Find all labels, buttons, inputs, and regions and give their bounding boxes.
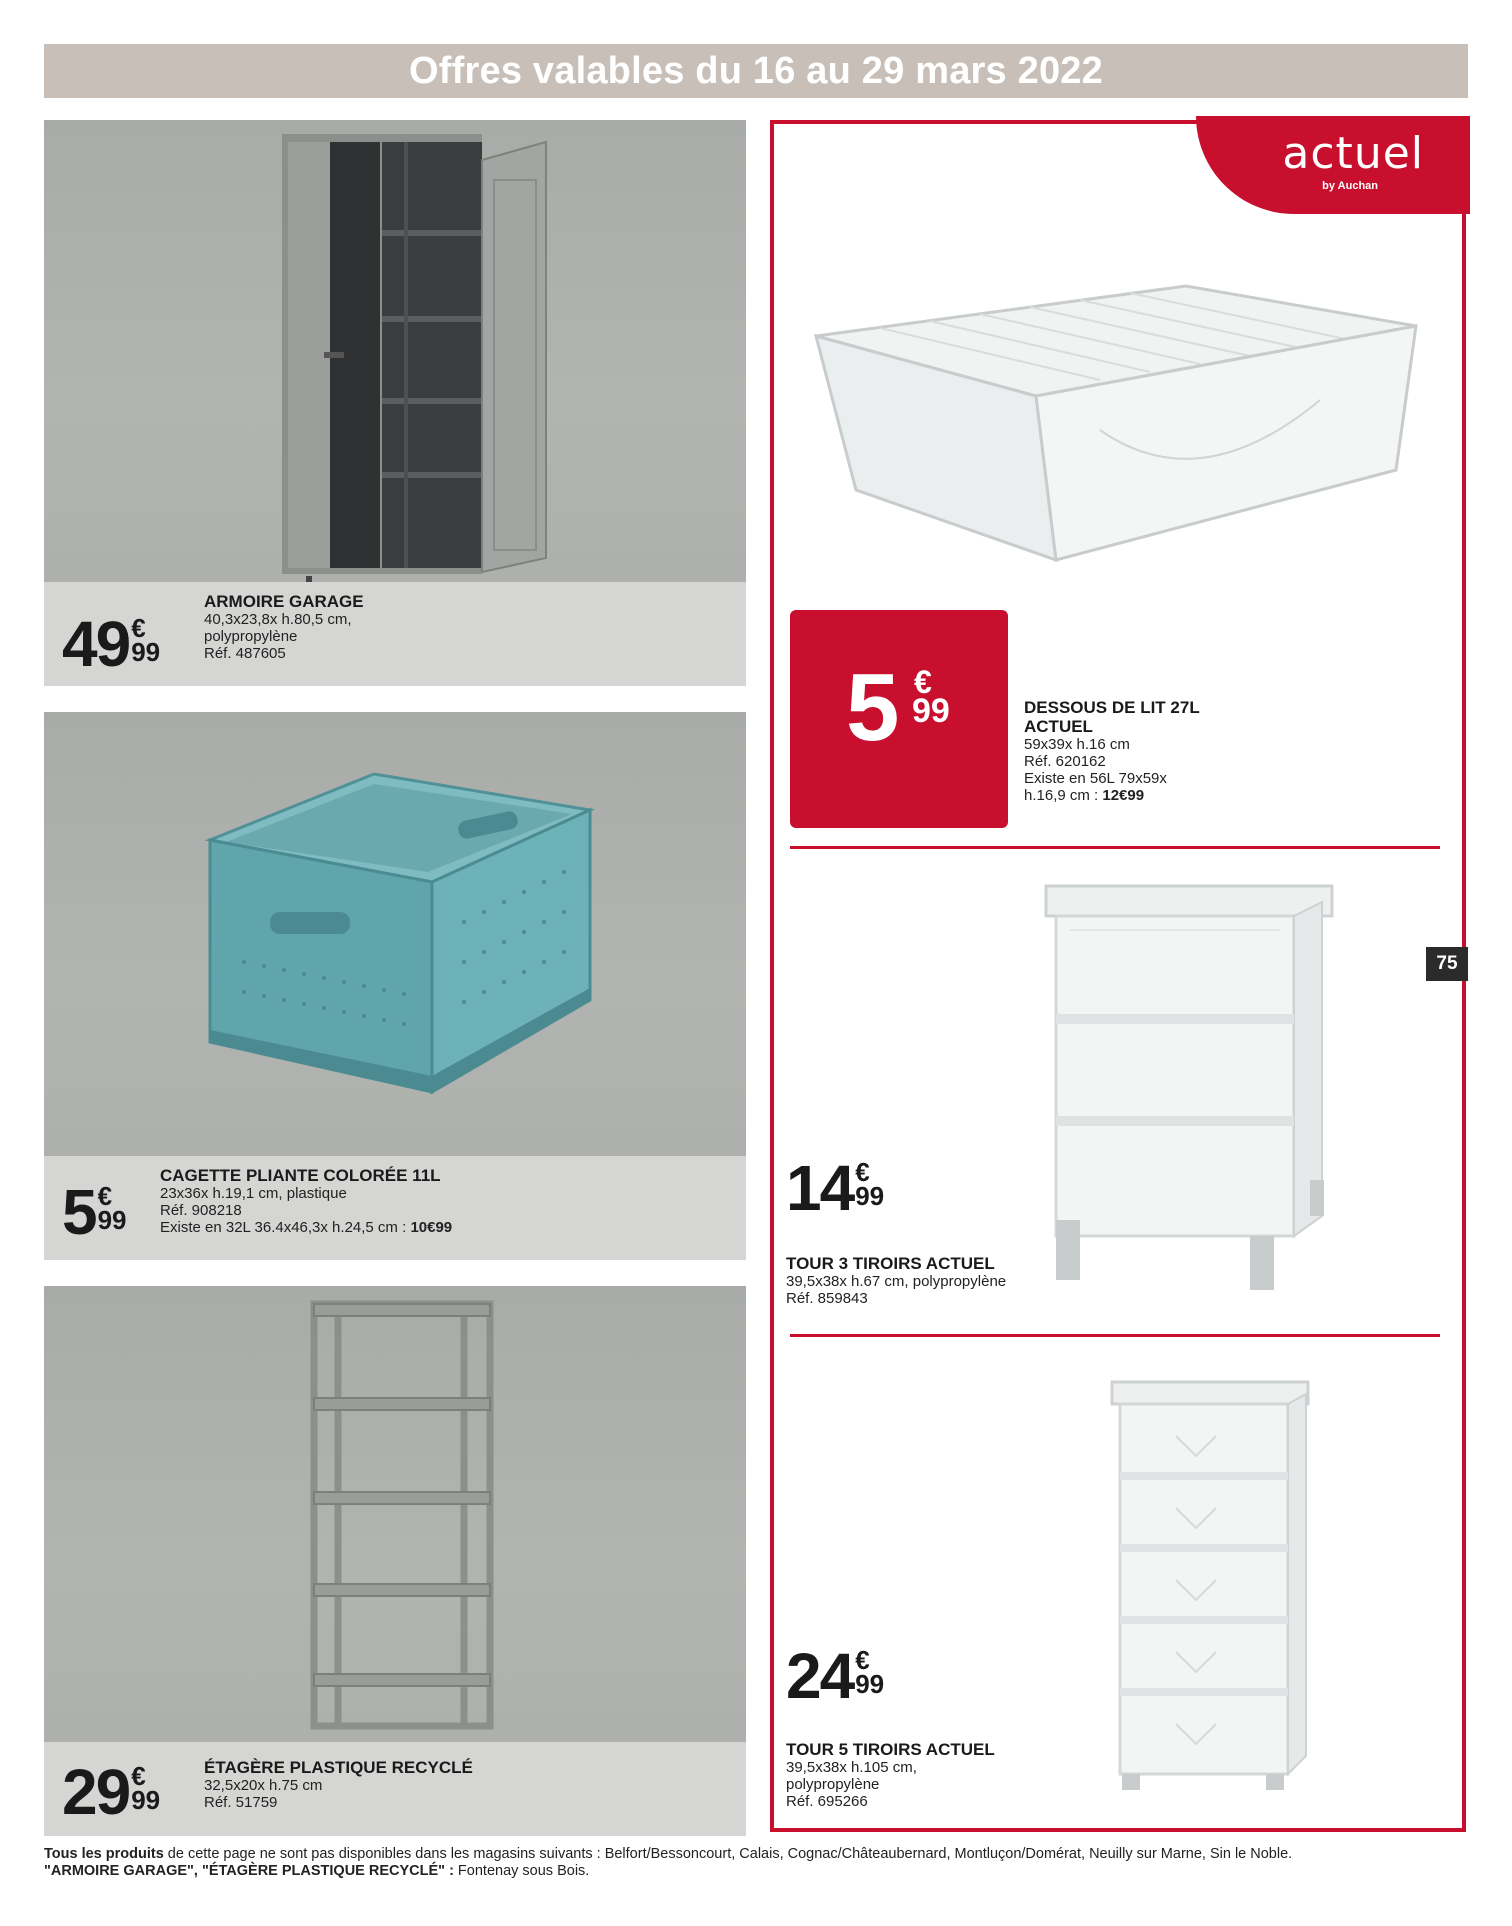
product-ref: Réf. 908218: [160, 1202, 242, 1219]
armoire-photo: [44, 120, 746, 582]
variant-price: 10€99: [410, 1219, 453, 1236]
footnote-bold: Tous les produits: [44, 1846, 164, 1862]
product-name: ARMOIRE GARAGE: [204, 592, 364, 611]
product-card-armoire[interactable]: [44, 120, 746, 686]
currency-symbol: €: [97, 1181, 113, 1211]
armoire-price: [62, 608, 161, 680]
product-variant: [160, 1219, 452, 1236]
footnote-text: Fontenay sous Bois.: [453, 1863, 590, 1879]
logo-by-auchan: by Auchan: [1322, 180, 1378, 192]
footnote-bold: "ARMOIRE GARAGE", "ÉTAGÈRE PLASTIQUE RECYCLÉ" :: [44, 1863, 454, 1879]
tour5-price: [786, 1640, 885, 1712]
variant-text: h.16,9 cm :: [1024, 787, 1103, 804]
footnote-line-2: [44, 1863, 1474, 1880]
currency-symbol: €: [855, 1645, 870, 1675]
red-divider: [790, 846, 1440, 849]
product-dims: 23x36x h.19,1 cm, plastique: [160, 1185, 347, 1202]
armoire-info: [204, 592, 364, 662]
variant-text: Existe en 32L 36.4x46,3x h.24,5 cm :: [160, 1219, 411, 1236]
product-ref: Réf. 51759: [204, 1794, 278, 1811]
etagere-image: [44, 1286, 746, 1742]
tour3-price: [786, 1152, 885, 1224]
armoire-price-band: [44, 582, 746, 686]
etagere-price-band: [44, 1742, 746, 1836]
currency-symbol: €: [855, 1157, 870, 1187]
product-name: CAGETTE PLIANTE COLORÉE 11L: [160, 1166, 441, 1185]
product-name-line2: ACTUEL: [1024, 717, 1093, 736]
product-material: polypropylène: [786, 1776, 880, 1793]
variant-price: 12€99: [1102, 787, 1145, 804]
cagette-image: [44, 712, 746, 1156]
product-card-etagere[interactable]: [44, 1286, 746, 1836]
product-material: polypropylène: [204, 628, 298, 645]
price-integer: 49: [62, 608, 130, 680]
dessous-info: [1024, 698, 1200, 804]
product-dims: 39,5x38x h.67 cm, polypropylène: [786, 1273, 1007, 1290]
price-integer: 29: [62, 1756, 130, 1828]
product-variant-line2: [1024, 787, 1200, 804]
price-cents: 99: [855, 1668, 885, 1699]
price-cents: 99: [131, 636, 161, 667]
availability-footnote: [44, 1846, 1474, 1880]
dessous-price-badge: [790, 610, 1008, 828]
product-dims: 40,3x23,8x h.80,5 cm,: [204, 611, 352, 628]
price-integer: 5: [62, 1176, 96, 1248]
product-ref: Réf. 859843: [786, 1290, 868, 1307]
cagette-price: [62, 1176, 127, 1248]
cagette-price-band: [44, 1156, 746, 1260]
product-name: ÉTAGÈRE PLASTIQUE RECYCLÉ: [204, 1758, 473, 1777]
page-number: 75: [1426, 947, 1468, 981]
product-name: TOUR 5 TIROIRS ACTUEL: [786, 1740, 995, 1759]
cagette-info: [160, 1166, 452, 1236]
tour3-info: [786, 1254, 1006, 1307]
product-variant: Existe en 56L 79x59x: [1024, 770, 1167, 787]
tour-5-tiroirs-image: [1106, 1376, 1316, 1796]
offer-banner: [44, 44, 1468, 98]
price-integer: 24: [786, 1640, 854, 1712]
currency-symbol: €: [914, 664, 932, 700]
footnote-text: de cette page ne sont pas disponibles dans les magasins suivants : Belfort/Bessoncourt, Calais, Cognac/Châteaubernard, Montluçon/Domérat, Neuilly sur Marne, Sin le Noble.: [163, 1846, 1293, 1862]
price-integer: 5: [846, 654, 900, 761]
etagere-price: [62, 1756, 161, 1828]
product-dims: 39,5x38x h.105 cm,: [786, 1759, 917, 1776]
footnote-line-1: [44, 1846, 1474, 1863]
etagere-info: [204, 1758, 473, 1811]
product-dims: 59x39x h.16 cm: [1024, 736, 1130, 753]
armoire-image: [44, 120, 746, 582]
price-cents: 99: [912, 692, 950, 730]
cagette-photo: [44, 712, 746, 1156]
product-ref: Réf. 695266: [786, 1793, 868, 1810]
price-cents: 99: [855, 1180, 885, 1211]
currency-symbol: €: [131, 1761, 146, 1791]
tour-3-tiroirs-image: [1040, 880, 1340, 1300]
price-cents: 99: [97, 1204, 127, 1235]
product-card-cagette[interactable]: [44, 712, 746, 1260]
currency-symbol: €: [131, 613, 146, 643]
product-ref: Réf. 487605: [204, 645, 286, 662]
product-dims: 32,5x20x h.75 cm: [204, 1777, 323, 1794]
logo-brand: actuel: [1282, 128, 1424, 179]
product-name: DESSOUS DE LIT 27L: [1024, 698, 1200, 717]
dessous-de-lit-image: [800, 270, 1430, 570]
price-cents: 99: [131, 1784, 161, 1815]
offer-dates-text: Offres valables du 16 au 29 mars 2022: [409, 49, 1103, 92]
etagere-photo: [44, 1286, 746, 1742]
tour5-info: [786, 1740, 995, 1810]
red-divider: [790, 1334, 1440, 1337]
product-ref: Réf. 620162: [1024, 753, 1106, 770]
product-name: TOUR 3 TIROIRS ACTUEL: [786, 1254, 995, 1273]
price-integer: 14: [786, 1152, 854, 1224]
